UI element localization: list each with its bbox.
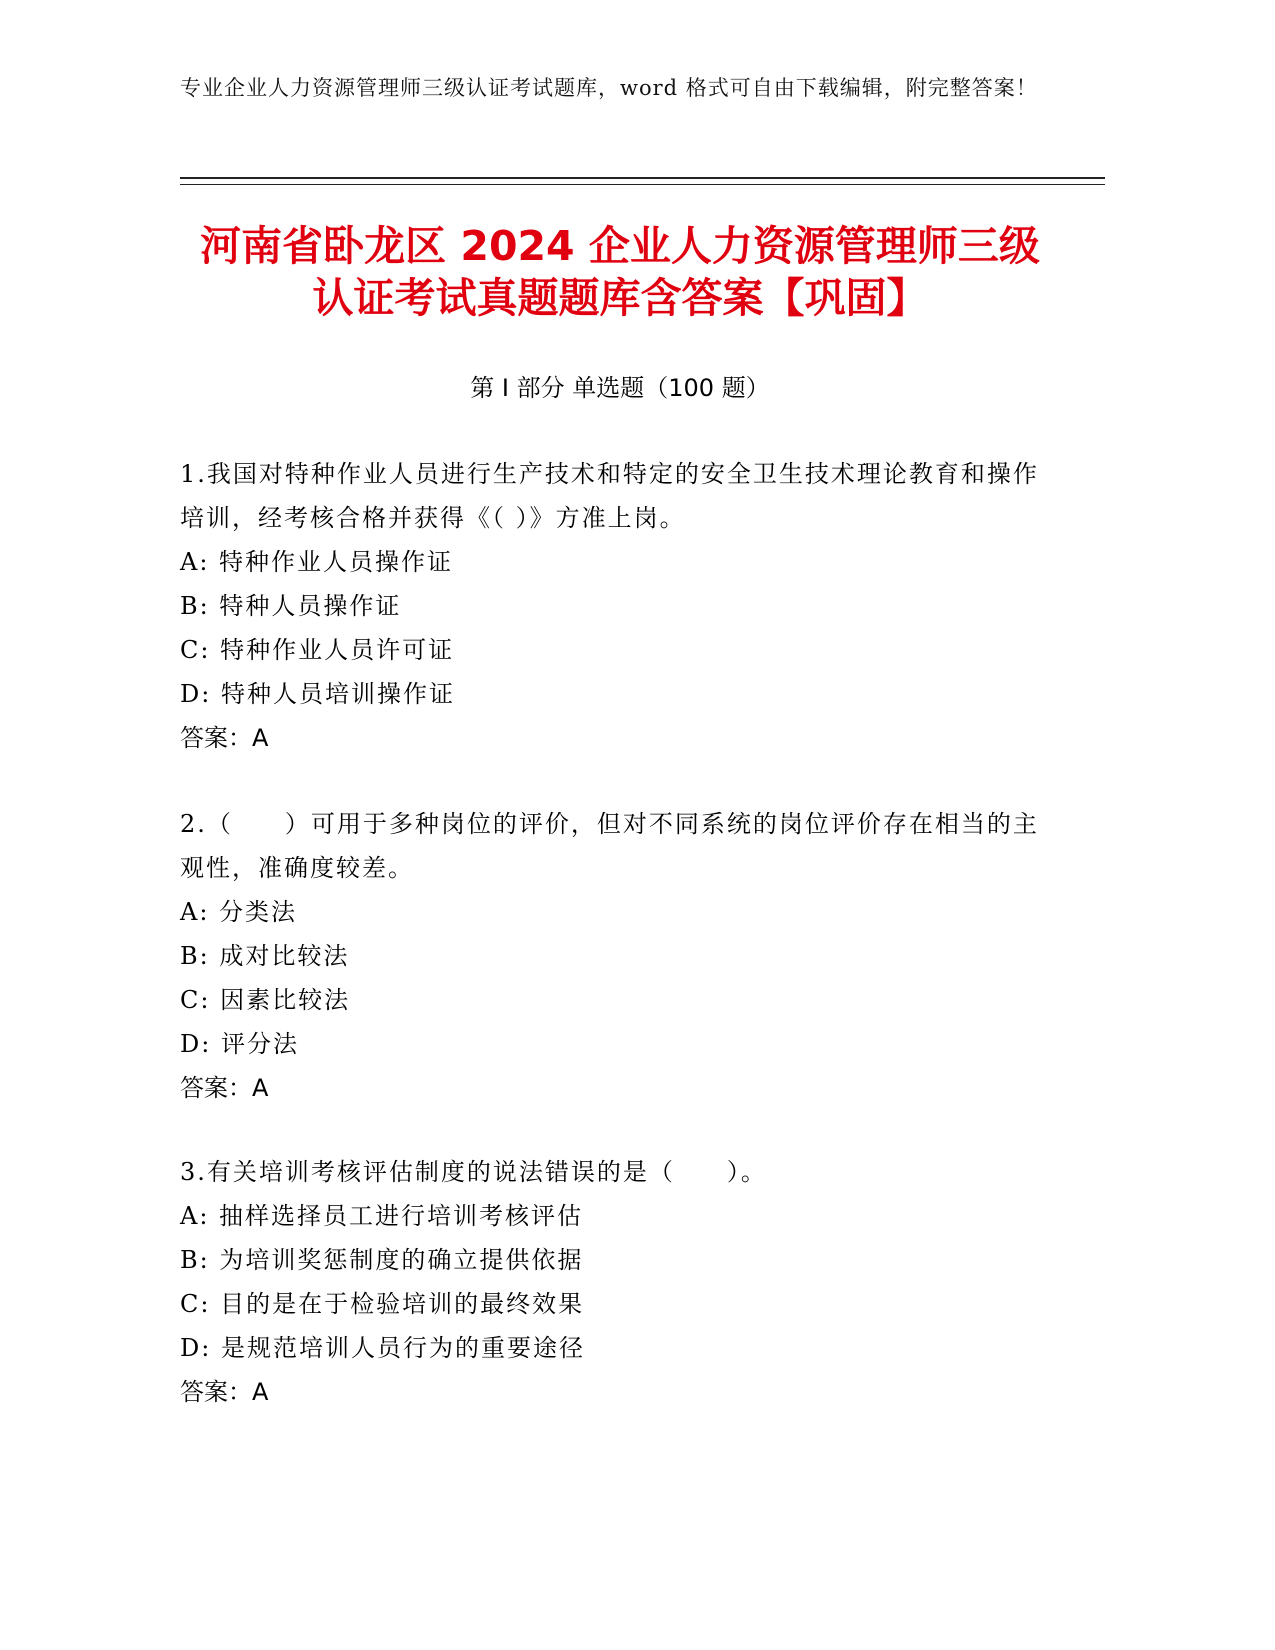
header-note: 专业企业人力资源管理师三级认证考试题库，word 格式可自由下载编辑，附完整答案！ [180, 76, 1038, 100]
option-a: A: 抽样选择员工进行培训考核评估 [180, 1202, 584, 1230]
section-heading: 第 I 部分 单选题（100 题） [470, 374, 770, 402]
option-b: B: 成对比较法 [180, 942, 350, 970]
answer: 答案：A [180, 724, 269, 752]
answer: 答案：A [180, 1378, 269, 1406]
question-3 [180, 1150, 1040, 1414]
option-c: C: 目的是在于检验培训的最终效果 [180, 1290, 585, 1318]
question-2 [180, 802, 1040, 1110]
option-b: B: 特种人员操作证 [180, 592, 402, 620]
option-a: A: 特种作业人员操作证 [180, 548, 454, 576]
question-stem: 2.（ ）可用于多种岗位的评价，但对不同系统的岗位评价存在相当的主观性，准确度较差。 [180, 810, 1039, 882]
option-d: D: 评分法 [180, 1030, 299, 1058]
question-stem: 1.我国对特种作业人员进行生产技术和特定的安全卫生技术理论教育和操作培训，经考核合格并获得《（ ）》方准上岗。 [180, 460, 1039, 532]
option-d: D: 特种人员培训操作证 [180, 680, 455, 708]
option-b: B: 为培训奖惩制度的确立提供依据 [180, 1246, 584, 1274]
document-title-line-1: 河南省卧龙区 2024 企业人力资源管理师三级 [200, 222, 1040, 270]
option-a: A: 分类法 [180, 898, 298, 926]
header-divider-thick [180, 177, 1105, 179]
question-1 [180, 452, 1040, 760]
document-title-line-2: 认证考试真题题库含答案【巩固】 [312, 274, 928, 322]
document-title [180, 220, 1060, 324]
header-divider-thin [180, 184, 1105, 185]
option-c: C: 因素比较法 [180, 986, 351, 1014]
answer: 答案：A [180, 1074, 269, 1102]
option-d: D: 是规范培训人员行为的重要途径 [180, 1334, 585, 1362]
option-c: C: 特种作业人员许可证 [180, 636, 455, 664]
question-stem: 3.有关培训考核评估制度的说法错误的是（ ）。 [180, 1158, 767, 1186]
